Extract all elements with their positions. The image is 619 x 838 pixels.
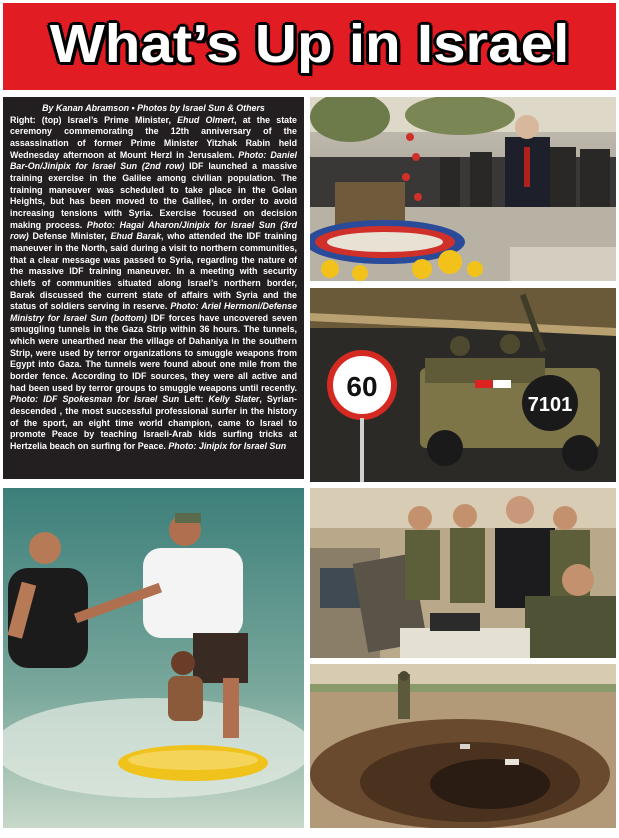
byline: By Kanan Abramson • Photos by Israel Sun & Others	[42, 103, 265, 113]
jeep-plate-text: 7101	[527, 394, 573, 416]
photo-tunnel	[310, 664, 616, 828]
photo-command-room	[310, 488, 616, 658]
article-segment: IDF launched a massive training exercise in the Galilee among civilian population. The training maneuver was scheduled to take place in the Golan Heights, but has been moved to the Galilee, in order to avoid increasing tensions with Syria. Exercise focused on decision making process.	[10, 161, 297, 230]
header-banner	[3, 3, 616, 90]
photo-ceremony	[310, 97, 616, 281]
article-segment-italic: Photo: Daniel Bar-On/Jinipix for Israel Sun (2nd row)	[10, 149, 297, 172]
article-segment: Right: (top) Israel’s Prime Minister,	[10, 114, 178, 125]
article-body	[10, 115, 297, 451]
article-segment: Defense Minister,	[32, 231, 111, 242]
article-segment: , at the state ceremony commemorating the 12th anniversary of the assassination of former Prime Minister Yitzhak Rabin held Wednesday afternoon at Mount Herzl in Jerusalem.	[10, 114, 297, 160]
article-segment: , who attended the IDF training maneuver in the North, said during a visit to northern communities, that a clear message was passed to Syria, regarding the nature of the massive IDF training maneuver. In a meeting with security chiefs of communities situated along Israel’s northern border, Barak discussed the current state of affairs with Syria and the status of soldiers serving in reserve.	[10, 231, 298, 312]
article-segment: , Syrian-descended , the most successful professional surfer in the history of the sport, an eight time world champion, came to Israel to promote Peace by teaching Israeli-Arab kids surfing tricks at Hertzelia beach on surfing for Peace.	[10, 394, 297, 452]
article-segment: Left:	[179, 394, 209, 405]
article-segment: IDF forces have uncovered seven smuggling tunnels in the Gaza Strip within 36 hours. The tunnels, which were unearthed near the village of Dahaniya in the southern Strip, were used by terror organizations to smuggle weapons from Egypt into Gaza. The tunnels were found about one mile from the border fence. According to IDF sources, they were all active and had been used by terror groups to smuggle weapons until recently.	[10, 312, 297, 393]
article-segment-italic: Photo: Jinipix for Israel Sun	[168, 441, 287, 452]
article-segment-italic: Ehud Olmert	[177, 114, 235, 125]
article-segment-italic: Kelly Slater	[208, 394, 260, 405]
article-segment-italic: Photo: IDF Spokesman for Israel Sun	[10, 394, 180, 405]
article-segment-italic: Photo: Ariel Hermoni/Defense Ministry for Israel Sun (bottom)	[10, 301, 298, 323]
article-segment-italic: Photo: Hagai Aharon/Jinipix for Israel Sun (3rd row)	[10, 219, 297, 242]
photo-jeep	[310, 288, 616, 482]
article-text-box	[3, 97, 304, 479]
page-title: What’s Up in Israel	[49, 14, 570, 74]
photo-surfing	[3, 488, 304, 828]
speed-limit-text: 60	[346, 371, 378, 402]
article-segment-italic: Ehud Barak	[110, 231, 162, 242]
